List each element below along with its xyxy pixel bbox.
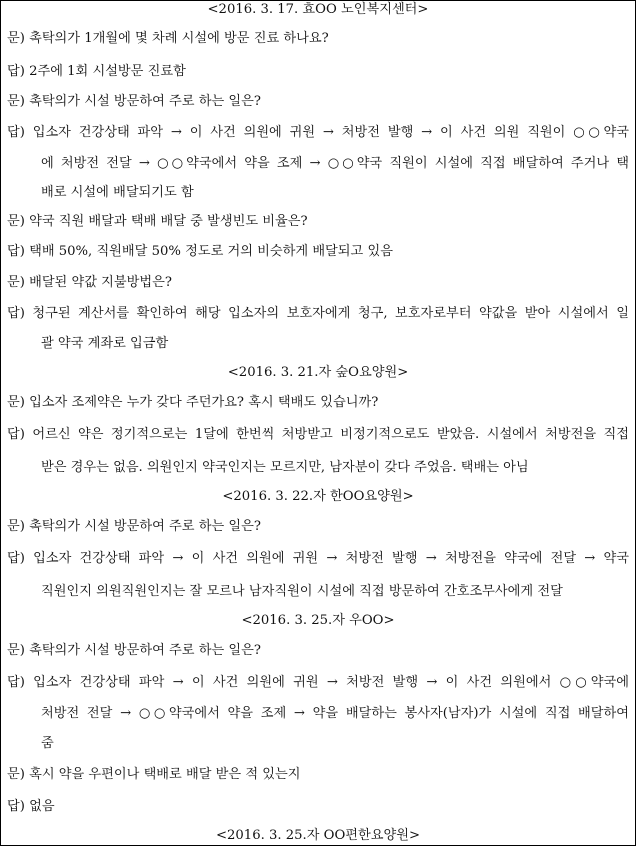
question-line: 문) 촉탁의가 시설 방문하여 주로 하는 일은? bbox=[7, 643, 261, 658]
section-header: <2016. 3. 17. 효OO 노인복지센터> bbox=[207, 2, 429, 17]
question-line: 문) 약국 직원 배달과 택배 배달 중 발생빈도 비율은? bbox=[7, 214, 308, 229]
answer-line: 답) 2주에 1회 시설방문 진료함 bbox=[7, 64, 186, 79]
answer-line: 답) 입소자 건강상태 파악 → 이 사건 의원에 귀원 → 처방전 발행 → 이 사건 의원에서 ○○약국에 bbox=[7, 675, 629, 690]
answer-continuation: 에 처방전 전달 → ○○약국에서 약을 조제 → ○○약국 직원이 시설에 직접 배달하여 주거나 택 bbox=[41, 156, 629, 171]
answer-line: 답) 청구된 계산서를 확인하여 해당 입소자의 보호자에게 청구, 보호자로부터 약값을 받아 시설에서 일 bbox=[7, 306, 629, 321]
question-line: 문) 촉탁의가 1개월에 몇 차례 시설에 방문 진료 하나요? bbox=[7, 31, 329, 46]
answer-line: 답) 택배 50%, 직원배달 50% 정도로 거의 비슷하게 배달되고 있음 bbox=[7, 244, 393, 259]
answer-continuation: 직원인지 의원직원인지는 잘 모르나 남자직원이 시설에 직접 방문하여 간호조무사에게 전달 bbox=[41, 584, 563, 599]
question-line: 문) 촉탁의가 시설 방문하여 주로 하는 일은? bbox=[7, 519, 261, 534]
question-line: 문) 혹시 약을 우편이나 택배로 배달 받은 적 있는지 bbox=[7, 767, 301, 782]
answer-continuation: 처방전 전달 → ○○약국에서 약을 조제 → 약을 배달하는 봉사자(남자)가 시설에 직접 배달하여 bbox=[41, 706, 629, 721]
answer-line: 답) 입소자 건강상태 파악 → 이 사건 의원에 귀원 → 처방전 발행 → 처방전을 약국에 전달 → 약국 bbox=[7, 551, 629, 566]
section-header: <2016. 3. 22.자 한OO요양원> bbox=[222, 489, 414, 504]
answer-continuation: 괄 약국 계좌로 입금함 bbox=[41, 336, 169, 351]
question-line: 문) 촉탁의가 시설 방문하여 주로 하는 일은? bbox=[7, 94, 261, 109]
answer-line: 답) 없음 bbox=[7, 799, 55, 814]
answer-line: 답) 입소자 건강상태 파악 → 이 사건 의원에 귀원 → 처방전 발행 → 이 사건 의원 직원이 ○○약국 bbox=[7, 125, 629, 140]
section-header: <2016. 3. 25.자 우OO> bbox=[241, 613, 395, 628]
answer-line: 답) 어르신 약은 정기적으로는 1달에 한번씩 처방받고 비정기적으로도 받았음. 시설에서 처방전을 직접 bbox=[7, 427, 629, 442]
answer-continuation: 배로 시설에 배달되기도 함 bbox=[41, 185, 194, 200]
answer-continuation: 줌 bbox=[41, 736, 54, 751]
question-line: 문) 입소자 조제약은 누가 갖다 주던가요? 혹시 택배도 있습니까? bbox=[7, 395, 379, 410]
section-header: <2016. 3. 25.자 OO편한요양원> bbox=[215, 828, 421, 843]
question-line: 문) 배달된 약값 지불방법은? bbox=[7, 275, 172, 290]
answer-continuation: 받은 경우는 없음. 의원인지 약국인지는 모르지만, 남자분이 갖다 주었음. 택배는 아님 bbox=[41, 460, 529, 475]
section-header: <2016. 3. 21.자 숲O요양원> bbox=[227, 365, 409, 380]
